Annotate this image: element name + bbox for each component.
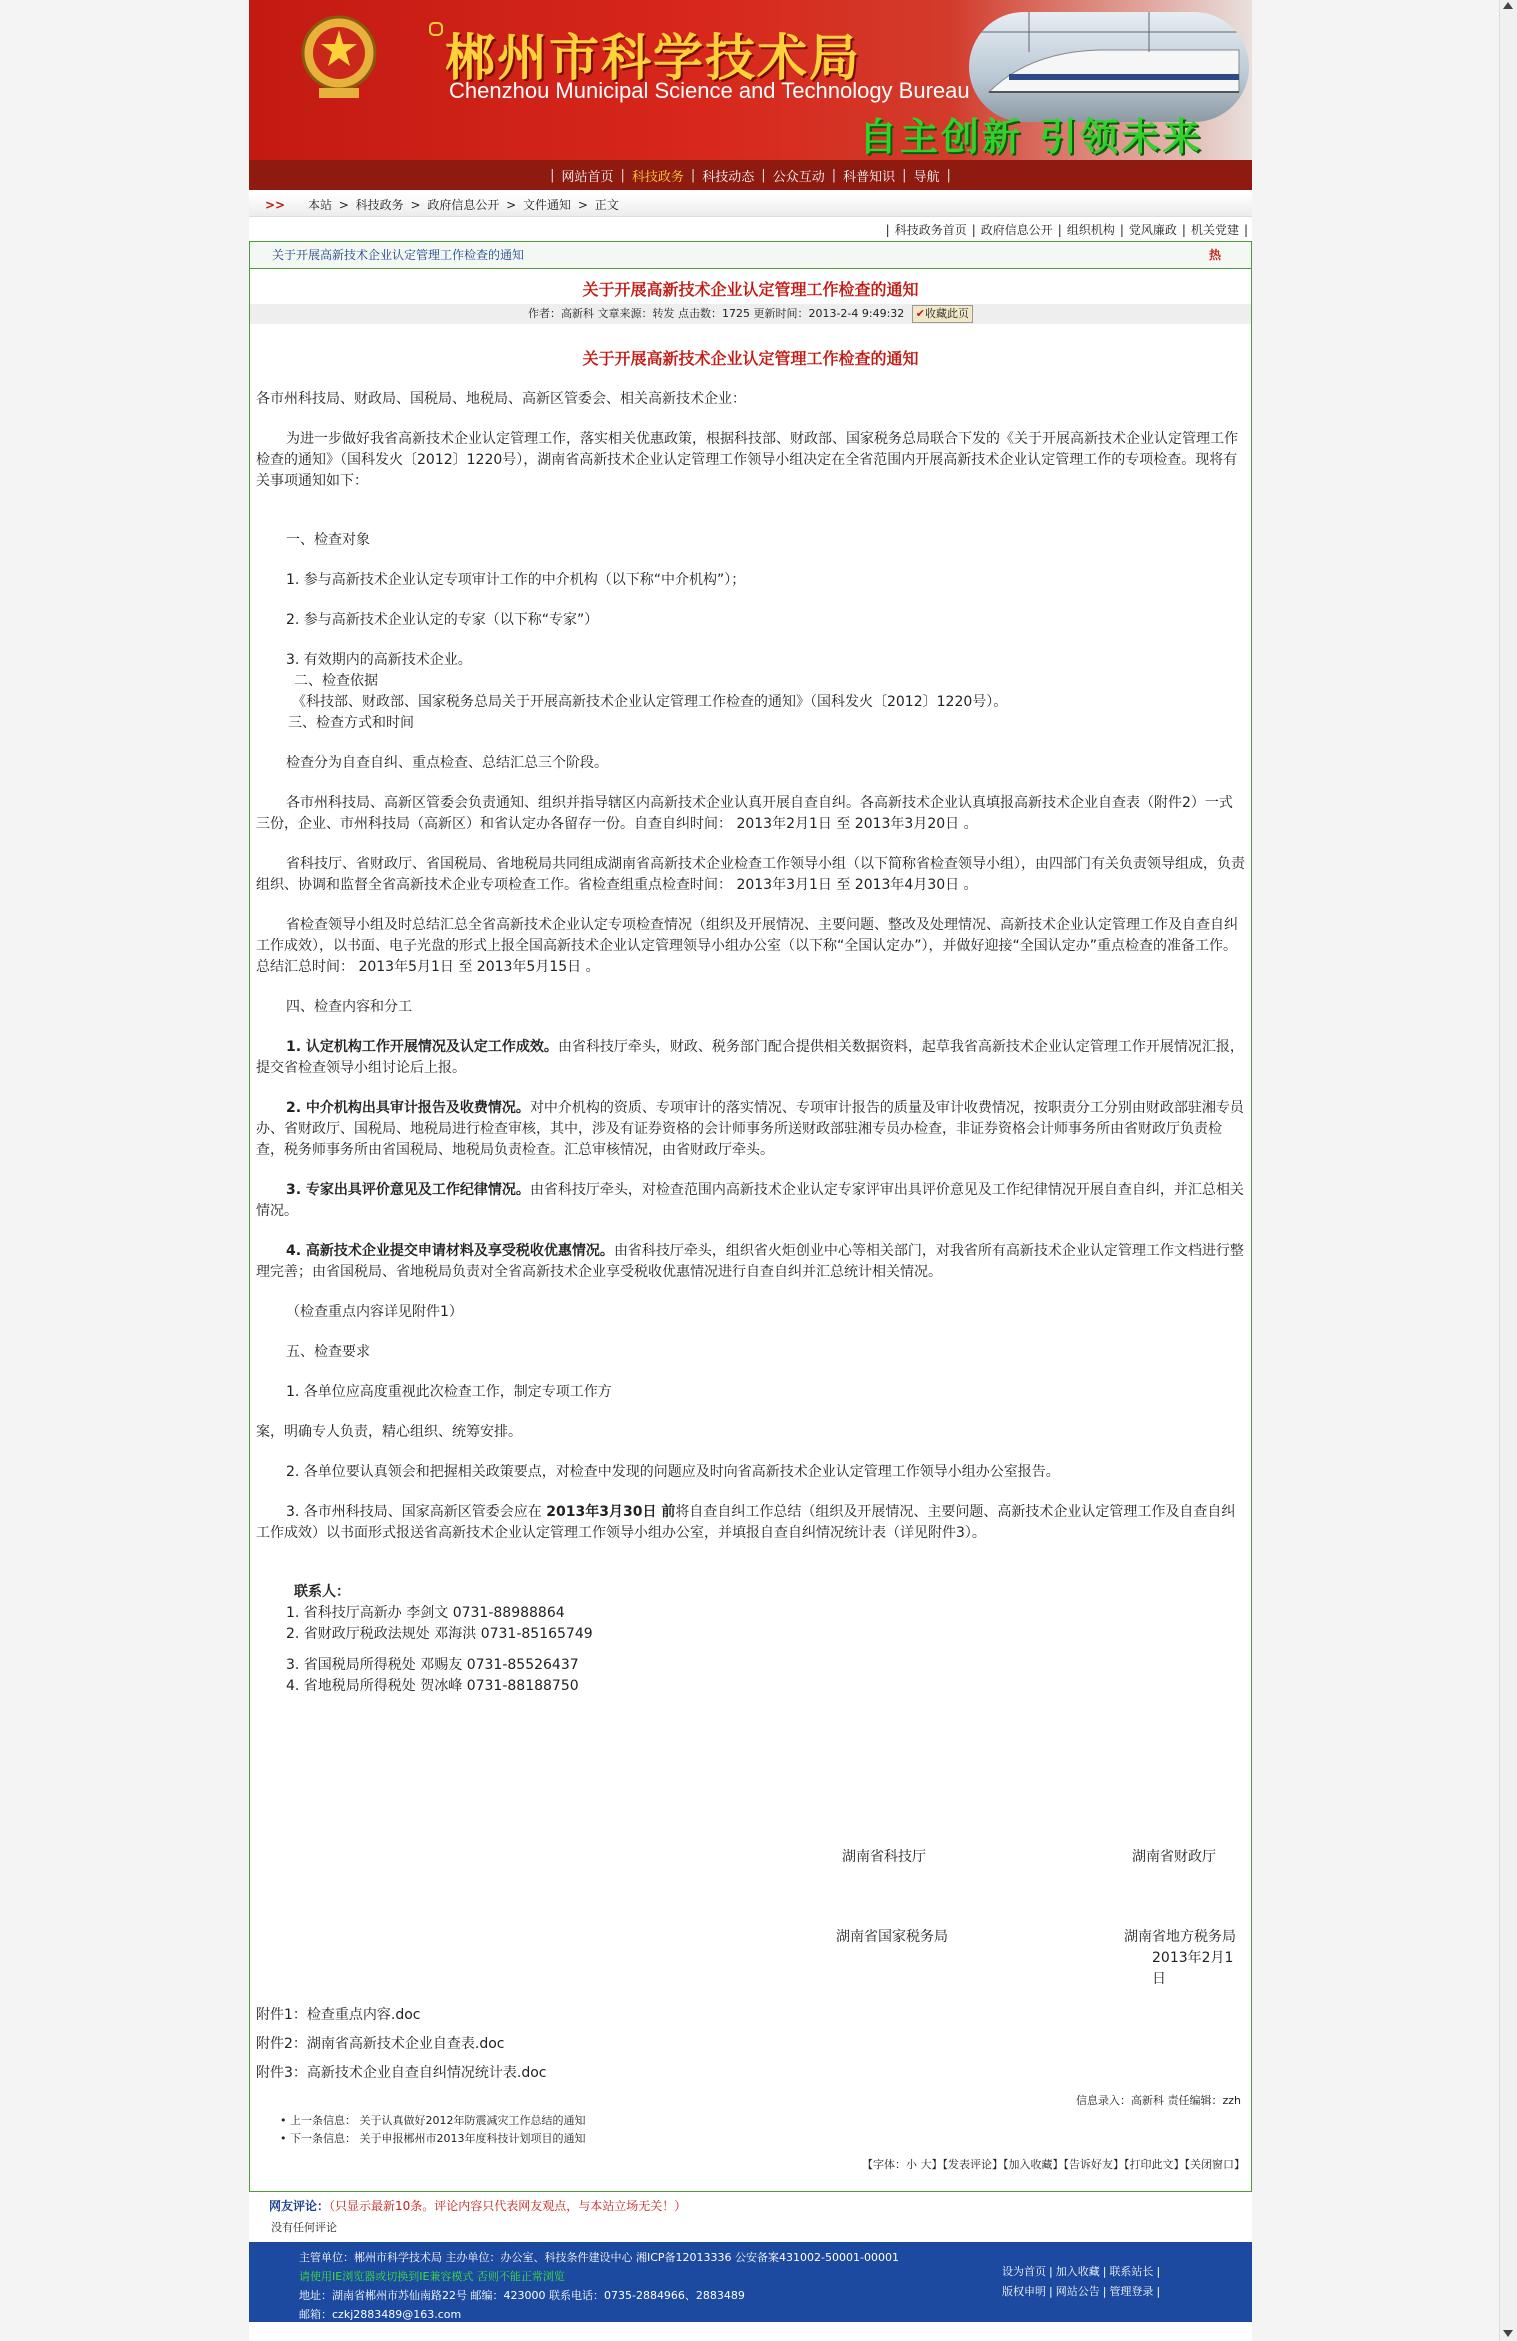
footer-contact[interactable]: 联系站长 [1109, 2265, 1154, 2278]
section-3-para-3: 省检查领导小组及时总结汇总全省高新技术企业认定专项检查情况（组织及开展情况、主要问题、整改及处理情况、高新技术企业认定管理工作及自查自纠工作成效），以书面、电子光盘的形式上报全国高新技术企业认定管理领导小组办公室（以下称“全国认定办”），并做好迎接“全国认定办”重点检查的准备工作。总结汇总时间： 2013年5月1日 至 2013年5月15日 。 [256, 917, 1238, 975]
section-2-text: 《科技部、财政部、国家税务总局关于开展高新技术企业认定管理工作检查的通知》（国科发火〔2012〕1220号）。 [292, 694, 1008, 710]
section-4-item-4-text: 由省科技厅牵头，组织省火炬创业中心等相关部门，对我省所有高新技术企业认定管理工作文档进行整理完善；由省国税局、省地税局负责对全省高新技术企业享受税收优惠情况进行自查自纠并汇总统计相关情况。 [256, 1243, 1244, 1280]
section-4-item-2-bold: 2. 中介机构出具审计报告及收费情况。 [286, 1100, 530, 1116]
section-4-item-1-text: 由省科技厅牵头，财政、税务部门配合提供相关数据资料，起草我省高新技术企业认定管理工作开展情况汇报，提交省检查领导小组讨论后上报。 [256, 1039, 1244, 1076]
nav-item-home[interactable]: 网站首页 [561, 169, 614, 185]
breadcrumb-notice[interactable]: 文件通知 [523, 198, 572, 212]
hot-badge: 热 [1208, 248, 1221, 262]
contact-2: 2. 省财政厅税政法规处 邓海洪 0731-85165749 [286, 1626, 593, 1642]
slogan: 自主创新 引领未来 [859, 115, 1204, 159]
double-arrow-icon: >> [265, 198, 286, 212]
sign-national-tax: 湖南省国家税务局 [836, 1929, 948, 1945]
section-1-item-3: 3. 有效期内的高新技术企业。 [286, 652, 472, 668]
footer-admin[interactable]: 管理登录 [1109, 2285, 1154, 2298]
contact-1: 1. 省科技厅高新办 李剑文 0731-88988864 [286, 1605, 565, 1621]
section-4-item-2-text: 对中介机构的资质、专项审计的落实情况、专项审计报告的质量及审计收费情况，按职责分工分别由财政部驻湘专员办、省财政厅、国税局、地税局进行检查审核，其中，涉及有证券资格的会计师事务所送财政部驻湘专员办检查，非证券资格会计师事务所由省财政厅负责检查，税务师事务所由省国税局、地税局负责检查。汇总审核情况，由省财政厅牵头。 [256, 1100, 1244, 1158]
sign-finance-dept: 湖南省财政厅 [1132, 1849, 1216, 1865]
footer-line-1: 主管单位：郴州市科学技术局 主办单位：办公室、科技条件建设中心 湘ICP备12013336 公安备案431002-50001-00001 [299, 2251, 899, 2264]
next-link-row: • 下一条信息： 关于申报郴州市2013年度科技计划项目的通知 [280, 2132, 586, 2145]
article-box [249, 241, 1252, 2192]
section-4-item-3-text: 由省科技厅牵头，对检查范围内高新技术企业认定专家评审出具评价意见及工作纪律情况开展自查自纠，并汇总相关情况。 [256, 1182, 1244, 1219]
section-4-item-4-bold: 4. 高新技术企业提交申请材料及享受税收优惠情况。 [286, 1243, 614, 1259]
section-5-item-3-a: 3. 各市州科技局、国家高新区管委会应在 [286, 1504, 547, 1520]
section-5-item-1a: 1. 各单位应高度重视此次检查工作，制定专项工作方 [286, 1384, 612, 1400]
sign-date: 2013年2月1日 [1152, 1950, 1234, 1987]
section-3-para-1: 各市州科技局、高新区管委会负责通知、组织并指导辖区内高新技术企业认真开展自查自纠。各高新技术企业认真填报高新技术企业自查表（附件2）一式三份，企业、市州科技局（高新区）和省认定办各留存一份。自查自纠时间： 2013年2月1日 至 2013年3月20日 。 [256, 795, 1233, 832]
sign-science-dept: 湖南省科技厅 [842, 1849, 926, 1865]
next-label: 下一条信息： [290, 2132, 356, 2145]
subnav-building[interactable]: 机关党建 [1190, 223, 1239, 237]
attachment-3[interactable]: 附件3：高新技术企业自查自纠情况统计表.doc [256, 2065, 547, 2081]
section-5-item-3 [256, 1502, 1245, 1544]
nav-item-news[interactable]: 科技动态 [702, 169, 755, 185]
article-tools[interactable]: 【字体：小 大】【发表评论】【加入收藏】【告诉好友】【打印此文】【关闭窗口】 [862, 2158, 1245, 2171]
section-4-item-3-bold: 3. 专家出具评价意见及工作纪律情况。 [286, 1182, 530, 1198]
nav-item-interact[interactable]: 公众互动 [772, 169, 825, 185]
footer-line-3: 地址：湖南省郴州市苏仙南路22号 邮编：423000 联系电话：0735-2884966、2883489 [299, 2289, 745, 2302]
footer-warning: 请使用IE浏览器或切换到IE兼容模式 否则不能正常浏览 [299, 2270, 565, 2283]
article-meta [250, 304, 1251, 324]
prev-link-row: • 上一条信息： 关于认真做好2012年防震减灾工作总结的通知 [280, 2114, 586, 2127]
intro-paragraph: 为进一步做好我省高新技术企业认定管理工作，落实相关优惠政策，根据科技部、财政部、国家税务总局联合下发的《关于开展高新技术企业认定管理工作检查的通知》（国科发火〔2012〕1220号），湖南省高新技术企业认定管理工作领导小组决定在全省范围内开展高新技术企业认定管理工作的专项检查。现将有关事项通知如下： [256, 431, 1238, 489]
next-link[interactable]: 关于申报郴州市2013年度科技计划项目的通知 [359, 2132, 586, 2145]
section-5-item-1b: 案，明确专人负责，精心组织、统筹安排。 [256, 1424, 522, 1440]
contact-4: 4. 省地税局所得税处 贺冰峰 0731-88188750 [286, 1678, 579, 1694]
breadcrumb-info[interactable]: 政府信息公开 [427, 198, 500, 212]
section-5-item-3-date: 2013年3月30日 前 [546, 1504, 676, 1520]
comments-note: （只显示最新10条。评论内容只代表网友观点，与本站立场无关！） [329, 2199, 687, 2213]
section-2-heading: 二、检查依据 [294, 673, 378, 689]
breadcrumb-gov[interactable]: 科技政务 [355, 198, 404, 212]
site-title: 郴州市科学技术局 [445, 29, 861, 87]
section-4-item-1 [256, 1037, 1245, 1079]
subnav-info[interactable]: 政府信息公开 [980, 223, 1053, 237]
national-emblem-icon [299, 8, 379, 108]
breadcrumb: >> 本站 > 科技政务 > 政府信息公开 > 文件通知 > 正文 [249, 194, 1252, 217]
subnav-org[interactable]: 组织机构 [1066, 223, 1115, 237]
section-5-item-2: 2. 各单位要认真领会和把握相关政策要点，对检查中发现的问题应及时向省高新技术企业认定管理工作领导小组办公室报告。 [286, 1464, 1060, 1480]
site-title-en: Chenzhou Municipal Science and Technology Bureau [449, 78, 970, 103]
section-3-heading: 三、检查方式和时间 [288, 715, 414, 731]
section-1-item-2: 2. 参与高新技术企业认定的专家（以下称“专家”） [286, 612, 599, 628]
box-title: 关于开展高新技术企业认定管理工作检查的通知 [272, 248, 525, 262]
attachment-2[interactable]: 附件2：湖南省高新技术企业自查表.doc [256, 2036, 505, 2052]
sign-local-tax: 湖南省地方税务局 [1124, 1929, 1236, 1945]
main-nav: | 网站首页 | 科技政务 | 科技动态 | 公众互动 | 科普知识 | 导航 | [249, 160, 1252, 190]
article-subtitle: 关于开展高新技术企业认定管理工作检查的通知 [582, 349, 919, 368]
prev-next-links [280, 2112, 1251, 2148]
section-4-item-2 [256, 1098, 1245, 1161]
greeting: 各市州科技局、财政局、国税局、地税局、高新区管委会、相关高新技术企业： [256, 391, 746, 407]
section-3-para-2: 省科技厅、省财政厅、省国税局、省地税局共同组成湖南省高新技术企业检查工作领导小组（以下简称省检查领导小组），由四部门有关负责领导组成，负责组织、协调和监督全省高新技术企业专项检查工作。省检查组重点检查时间： 2013年3月1日 至 2013年4月30日 。 [256, 856, 1245, 893]
comments-header [269, 2197, 686, 2214]
site-banner [249, 0, 1252, 160]
section-3-intro: 检查分为自查自纠、重点检查、总结汇总三个阶段。 [286, 755, 608, 771]
nav-item-gov[interactable]: 科技政务 [631, 169, 684, 185]
footer-line-4: 邮箱：czkj2883489@163.com [299, 2308, 462, 2321]
contact-label: 联系人： [294, 1584, 350, 1600]
section-4-item-4 [256, 1241, 1245, 1283]
nav-item-guide[interactable]: 导航 [913, 169, 940, 185]
section-5-item-3-c: 将自查自纠工作总结（组织及开展情况、主要问题、高新技术企业认定管理工作及自查自纠工作成效）以书面形式报送省高新技术企业认定管理工作领导小组办公室，并填报自查自纠情况统计表（详见附件3）。 [256, 1504, 1236, 1541]
prev-link[interactable]: 关于认真做好2012年防震减灾工作总结的通知 [359, 2114, 586, 2127]
footer-add-fav[interactable]: 加入收藏 [1055, 2265, 1100, 2278]
attachment-1[interactable]: 附件1：检查重点内容.doc [256, 2007, 421, 2023]
subnav-gov-home[interactable]: 科技政务首页 [894, 223, 967, 237]
subnav-party[interactable]: 党风廉政 [1128, 223, 1177, 237]
prev-label: 上一条信息： [290, 2114, 356, 2127]
meta-text: 作者：高新科 文章来源：转发 点击数：1725 更新时间：2013-2-4 9:49:32 [527, 307, 905, 320]
section-4-item-1-bold: 1. 认定机构工作开展情况及认定工作成效。 [286, 1039, 558, 1055]
attachments [256, 2005, 1245, 2084]
scroll-up-icon[interactable] [1503, 2, 1513, 9]
article-box-header [250, 242, 1251, 269]
page-wrapper [249, 0, 1252, 2341]
info-bar: 信息录入：高新科 责任编辑：zzh [1075, 2094, 1241, 2107]
footer-set-home[interactable]: 设为首页 [1002, 2265, 1046, 2278]
section-5-heading: 五、检查要求 [286, 1344, 370, 1360]
footer-links [999, 2262, 1160, 2302]
footer-info [299, 2248, 899, 2324]
section-4-note: （检查重点内容详见附件1） [286, 1304, 463, 1320]
vertical-scrollbar[interactable] [1499, 0, 1517, 2341]
footer-notice[interactable]: 网站公告 [1055, 2285, 1100, 2298]
signatures [256, 1847, 1245, 1987]
section-1-item-1: 1. 参与高新技术企业认定专项审计工作的中介机构（以下称“中介机构”）； [286, 572, 746, 588]
article-title: 关于开展高新技术企业认定管理工作检查的通知 [582, 280, 919, 299]
breadcrumb-home[interactable]: 本站 [307, 198, 332, 212]
footer-copyright[interactable]: 版权申明 [1002, 2285, 1046, 2298]
comments-label: 网友评论： [269, 2199, 330, 2213]
footer [249, 2242, 1252, 2322]
favorite-button[interactable] [912, 305, 973, 323]
article-body [250, 348, 1251, 2084]
checkmark-icon: ✔ [915, 307, 926, 320]
nav-item-science[interactable]: 科普知识 [843, 169, 896, 185]
section-4-heading: 四、检查内容和分工 [286, 999, 412, 1015]
breadcrumb-current: 正文 [594, 198, 619, 212]
footer-links-row-1: 设为首页 | 加入收藏 | 联系站长 | [1002, 2265, 1161, 2278]
contact-3: 3. 省国税局所得税处 邓赐友 0731-85526437 [286, 1657, 579, 1673]
comments-empty: 没有任何评论 [271, 2221, 337, 2234]
section-1-heading: 一、检查对象 [286, 532, 370, 548]
sub-nav: | 科技政务首页 | 政府信息公开 | 组织机构 | 党风廉政 | 机关党建 | [885, 223, 1248, 237]
favorite-label: 收藏此页 [925, 307, 970, 320]
section-4-item-3 [256, 1180, 1245, 1222]
scroll-down-icon[interactable] [1503, 2330, 1513, 2337]
footer-links-row-2: 版权申明 | 网站公告 | 管理登录 | [1002, 2285, 1161, 2298]
